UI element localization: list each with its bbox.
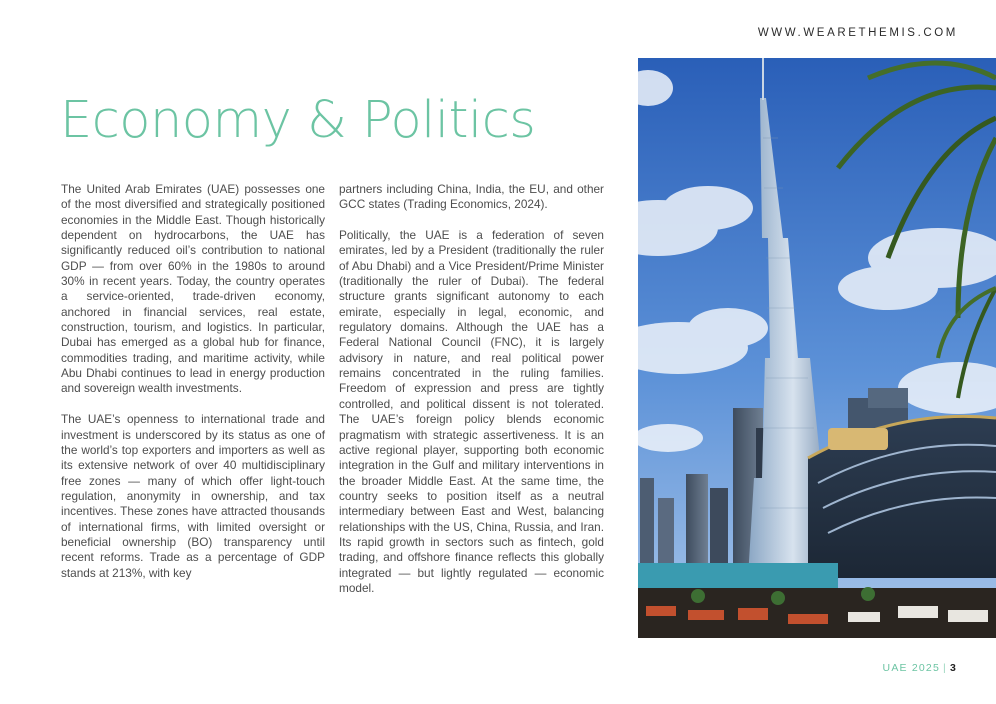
footer-separator: | bbox=[943, 662, 947, 674]
dubai-skyline-photo bbox=[638, 58, 996, 638]
website-url: WWW.WEARETHEMIS.COM bbox=[757, 27, 958, 39]
page-title: Economy & Politics bbox=[60, 91, 536, 150]
mall-building bbox=[808, 416, 996, 578]
paragraph-trade-partners: partners including China, India, the EU, and other GCC states (Trading Economics, 2024). bbox=[339, 182, 604, 212]
paragraph-trade-openness: The UAE’s openness to international trade and investment is underscored by its status as one of the world’s top exporters and importers as well as its extensive network of over 40 multidisciplinary free zones — many of which offer light-touch regulation, anonymity in ownership, and tax incentives. These zones have attracted thousands of international firms, with limited oversight or beneficial ownership (BO) transparency until recent reforms. Trade as a percentage of GDP stands at 213%, with key bbox=[61, 412, 325, 580]
body-column-right bbox=[339, 182, 604, 596]
footer-label: UAE 2025 bbox=[882, 662, 941, 674]
body-column-left bbox=[61, 182, 325, 581]
page-number: 3 bbox=[949, 662, 957, 674]
paragraph-economy-overview: The United Arab Emirates (UAE) possesses one of the most diversified and strategically positioned economies in the Middle East. Though historically dependent on hydrocarbons, the UAE has significantly reduced oil’s contribution to national GDP — from over 60% in the 1980s to around 30% in recent years. Today, the country operates a service-oriented, trade-driven economy, anchored in financial services, real estate, construction, tourism, and logistics. In particular, Dubai has emerged as a global hub for finance, commodities trading, and maritime activity, while Abu Dhabi continues to lead in energy production and sovereign wealth investments. bbox=[61, 182, 325, 396]
paragraph-politics: Politically, the UAE is a federation of seven emirates, led by a President (traditionally the ruler of Abu Dhabi) and a Vice President/Prime Minister (traditionally the ruler of Dubai). The federal structure grants significant autonomy to each emirate, especially in legal, economic, and regulatory domains. Although the UAE has a Federal National Council (FNC), it is largely advisory in nature, and real political power remains concentrated in the ruling families. Freedom of expression and press are tightly controlled, and political dissent is not tolerated. The UAE’s foreign policy blends economic pragmatism with strategic assertiveness. It is an active regional player, supporting both economic integration in the Gulf and military interventions in the broader Middle East. At the same time, the country seeks to position itself as a neutral intermediary between East and West, balancing relationships with the US, China, Russia, and Iran. Its rapid growth in sectors such as fintech, gold trading, and offshore finance reflects this globally integrated — but lightly regulated — economic model. bbox=[339, 228, 604, 595]
page-footer bbox=[883, 662, 957, 674]
